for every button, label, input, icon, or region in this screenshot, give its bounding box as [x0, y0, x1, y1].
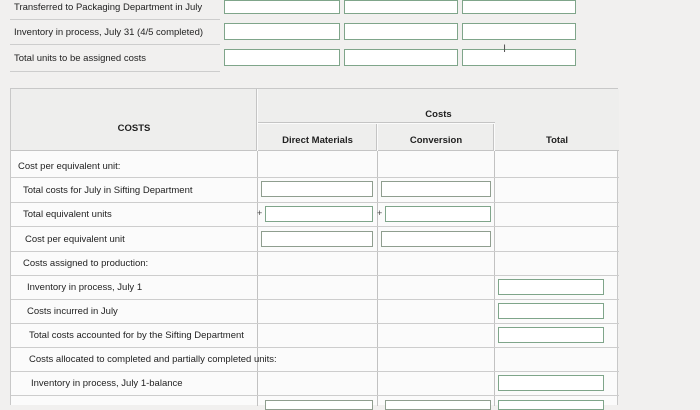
dm-total-eu-input[interactable] [265, 206, 373, 222]
plus-icon: + [377, 208, 383, 218]
row-divider [11, 226, 619, 227]
row-label-cost-per-eu: Cost per equivalent unit [25, 234, 125, 245]
row-divider [11, 347, 619, 348]
row-label-cost-per-eu-heading: Cost per equivalent unit: [18, 161, 121, 172]
costs-label: COSTS [117, 123, 151, 134]
costs-table [10, 88, 618, 405]
units-inventory-input-1[interactable] [224, 23, 340, 40]
column-divider [494, 151, 495, 406]
units-transferred-input-3[interactable] [462, 0, 576, 14]
dm-next-row-input[interactable] [265, 400, 373, 410]
total-inventory-july1-input[interactable] [498, 279, 604, 295]
conv-total-costs-input[interactable] [381, 181, 491, 197]
row-label-total-costs-accounted: Total costs accounted for by the Sifting Department [29, 330, 244, 341]
units-transferred-input-2[interactable] [344, 0, 458, 14]
row-label-inventory-july1: Inventory in process, July 1 [27, 282, 143, 293]
plus-icon: + [257, 208, 263, 218]
row-divider [11, 202, 619, 203]
row-label-total-units: Total units to be assigned costs [14, 53, 147, 64]
conv-total-eu-input[interactable] [385, 206, 491, 222]
row-divider [11, 251, 619, 252]
row-divider [11, 371, 619, 372]
row-label-costs-incurred: Costs incurred in July [27, 306, 118, 317]
text-cursor-icon: I [503, 43, 507, 55]
total-costs-incurred-input[interactable] [498, 303, 604, 319]
dm-cost-per-eu-input[interactable] [261, 231, 373, 247]
conv-cost-per-eu-input[interactable] [381, 231, 491, 247]
column-divider [257, 151, 258, 406]
divider [10, 44, 220, 45]
col-label-direct-materials: Direct Materials [282, 135, 353, 146]
divider [10, 71, 220, 72]
units-section [0, 0, 580, 74]
units-total-input-1[interactable] [224, 49, 340, 66]
row-divider [11, 275, 619, 276]
col-label-total: Total [546, 135, 568, 146]
conv-next-row-input[interactable] [385, 400, 491, 410]
col-label-conversion: Conversion [409, 135, 463, 146]
units-total-input-3[interactable] [462, 49, 576, 66]
total-inventory-balance-input[interactable] [498, 375, 604, 391]
costs-header-cell [11, 89, 257, 151]
row-label-total-eu: Total equivalent units [23, 209, 112, 220]
row-divider [11, 177, 619, 178]
row-divider [11, 299, 619, 300]
costs-group-label: Costs [425, 109, 452, 120]
units-transferred-input-1[interactable] [224, 0, 340, 14]
row-divider [11, 323, 619, 324]
total-costs-accounted-input[interactable] [498, 327, 604, 343]
units-inventory-input-3[interactable] [462, 23, 576, 40]
row-label-inventory-balance: Inventory in process, July 1-balance [31, 378, 183, 389]
column-divider [377, 151, 378, 406]
dm-total-costs-input[interactable] [261, 181, 373, 197]
row-label-transferred: Transferred to Packaging Department in July [14, 2, 203, 13]
total-next-row-input[interactable] [498, 400, 604, 410]
units-total-input-2[interactable] [344, 49, 458, 66]
row-divider [11, 395, 619, 396]
divider [10, 19, 220, 20]
row-label-costs-assigned: Costs assigned to production: [23, 258, 149, 269]
row-label-costs-allocated: Costs allocated to completed and partially completed units: [29, 354, 277, 365]
row-label-total-costs-july: Total costs for July in Sifting Department [23, 185, 193, 196]
units-inventory-input-2[interactable] [344, 23, 458, 40]
row-label-inventory-july31: Inventory in process, July 31 (4/5 completed) [14, 27, 204, 38]
